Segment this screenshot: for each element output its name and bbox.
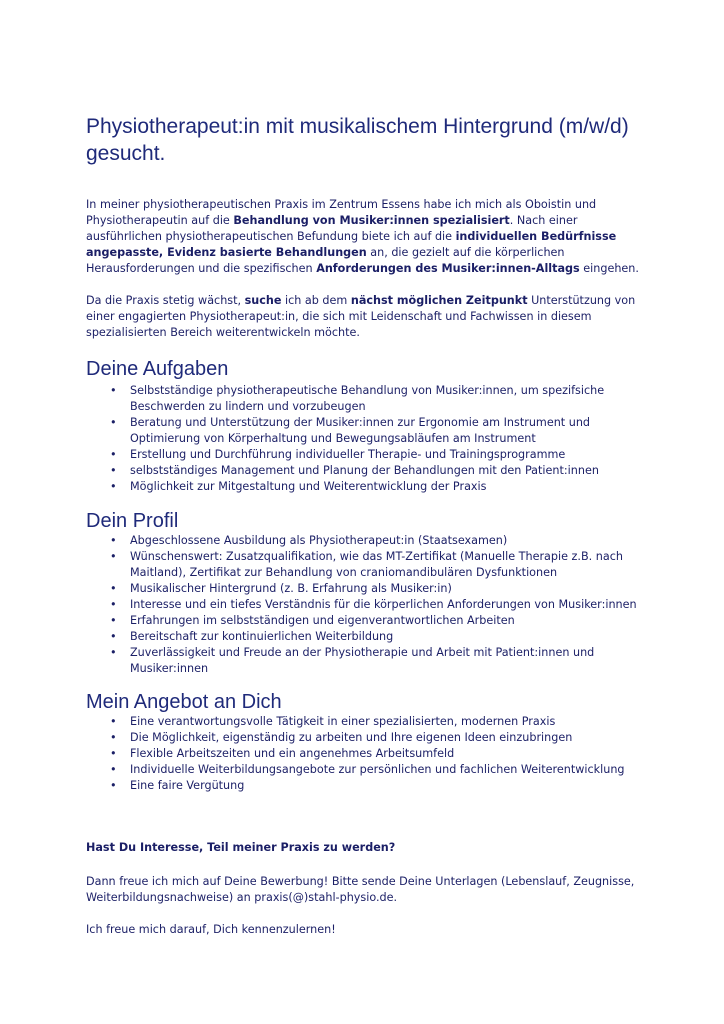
aufgaben-list — [86, 383, 646, 495]
list-item: • Musikalischer Hintergrund (z. B. Erfahrung als Musiker:in) — [86, 581, 646, 597]
intro-1-text-1: In meiner physiotherapeutischen Praxis im Zentrum Essens habe ich mich als Oboistin und Physiotherapeutin auf die — [86, 198, 597, 227]
intro-2-text-3: Unterstützung von einer engagierten Physiotherapeut:in, die sich mit Leidenschaft und Fachwissen in diesem spezialisierten Bereich weiterentwickeln möchte. — [86, 294, 636, 339]
list-item: • Beratung und Unterstützung der Musiker:innen zur Ergonomie am Instrument und Optimierung von Körperhaltung und Bewegungsabläufen am Instrument — [86, 415, 646, 447]
intro-1-bold-1: Behandlung von Musiker:innen spezialisiert — [233, 214, 510, 227]
intro-1-text-4: eingehen. — [579, 262, 639, 275]
aufgaben-heading: Deine Aufgaben — [86, 358, 229, 380]
list-item: • Erstellung und Durchführung individueller Therapie- und Trainingsprogramme — [86, 447, 646, 463]
list-item: • Interesse und ein tiefes Verständnis für die körperlichen Anforderungen von Musiker:innen — [86, 597, 646, 613]
list-item: • Die Möglichkeit, eigenständig zu arbeiten und Ihre eigenen Ideen einzubringen — [86, 730, 646, 746]
intro-1-bold-3: Anforderungen des Musiker:innen-Alltags — [316, 262, 580, 275]
intro-paragraph-1 — [86, 197, 646, 277]
closing-question: Hast Du Interesse, Teil meiner Praxis zu werden? — [86, 841, 396, 854]
page-title: Physiotherapeut:in mit musikalischem Hintergrund (m/w/d) gesucht. — [86, 115, 629, 165]
intro-2-bold-1: suche — [244, 294, 282, 307]
list-item: • Eine faire Vergütung — [86, 778, 646, 794]
list-item: • Flexible Arbeitszeiten und ein angenehmes Arbeitsumfeld — [86, 746, 646, 762]
list-item: • Selbstständige physiotherapeutische Behandlung von Musiker:innen, um spezifsiche Beschwerden zu lindern und vorzubeugen — [86, 383, 646, 415]
intro-2-text-2: ich ab dem — [281, 294, 351, 307]
intro-1-text-3: an, die gezielt auf die körperlichen Herausforderungen und die spezifischen — [86, 246, 565, 275]
angebot-heading: Mein Angebot an Dich — [86, 691, 282, 713]
list-item: • Abgeschlossene Ausbildung als Physiotherapeut:in (Staatsexamen) — [86, 533, 646, 549]
list-item: • Individuelle Weiterbildungsangebote zur persönlichen und fachlichen Weiterentwicklung — [86, 762, 646, 778]
list-item: • Wünschenswert: Zusatzqualifikation, wie das MT-Zertifikat (Manuelle Therapie z.B. nach Maitland), Zertifikat zur Behandlung von craniomandibulären Dysfunktionen — [86, 549, 646, 581]
list-item: • Erfahrungen im selbstständigen und eigenverantwortlichen Arbeiten — [86, 613, 646, 629]
intro-paragraph-2 — [86, 293, 646, 341]
list-item: • Möglichkeit zur Mitgestaltung und Weiterentwicklung der Praxis — [86, 479, 646, 495]
list-item: • selbstständiges Management und Planung der Behandlungen mit den Patient:innen — [86, 463, 646, 479]
angebot-list — [86, 714, 646, 794]
intro-1-text-2: . Nach einer ausführlichen physiotherapeutischen Befundung biete ich auf die — [86, 214, 578, 243]
intro-1-bold-2: individuellen Bedürfnisse angepasste, Evidenz basierte Behandlungen — [86, 230, 617, 259]
profil-heading: Dein Profil — [86, 510, 179, 532]
list-item: • Eine verantwortungsvolle Tätigkeit in einer spezialisierten, modernen Praxis — [86, 714, 646, 730]
profil-list — [86, 533, 646, 677]
list-item: • Zuverlässigkeit und Freude an der Physiotherapie und Arbeit mit Patient:innen und Musiker:innen — [86, 645, 646, 677]
intro-2-text-1: Da die Praxis stetig wächst, — [86, 294, 245, 307]
list-item: • Bereitschaft zur kontinuierlichen Weiterbildung — [86, 629, 646, 645]
closing-application: Dann freue ich mich auf Deine Bewerbung! Bitte sende Deine Unterlagen (Lebenslauf, Zeugnisse, Weiterbildungsnachweise) an praxis(@)stahl-physio.de. — [86, 875, 635, 904]
closing-signoff: Ich freue mich darauf, Dich kennenzulernen! — [86, 923, 336, 936]
intro-2-bold-2: nächst möglichen Zeitpunkt — [350, 294, 528, 307]
